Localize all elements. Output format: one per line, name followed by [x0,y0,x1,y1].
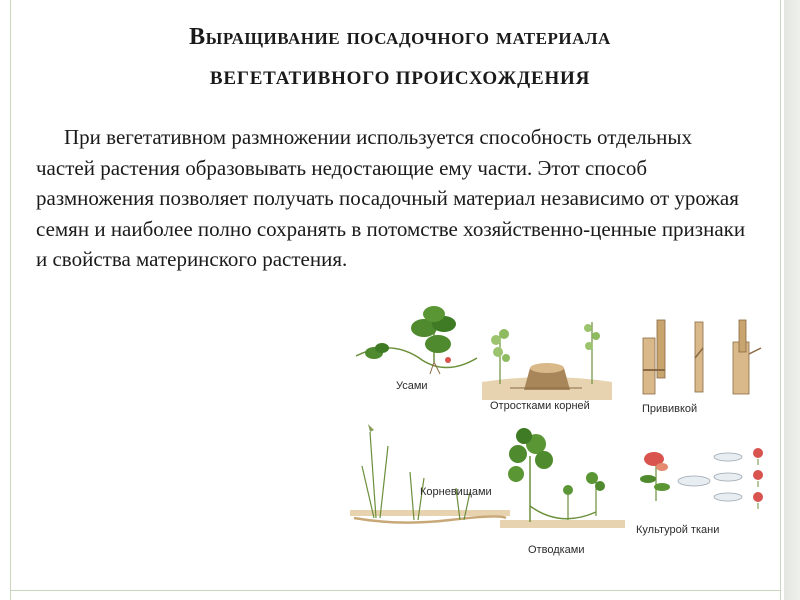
runners-plant-image [352,298,482,380]
slide-frame-bottom [10,590,780,591]
caption-root-suckers: Отростками корней [490,400,590,412]
propagation-methods-illustration [350,290,778,580]
slide-title [30,20,770,96]
caption-rhizomes: Корневищами [420,486,492,498]
caption-grafting: Прививкой [642,403,698,415]
caption-layering: Отводками [528,544,585,556]
slide-frame-right [780,0,781,600]
slide-frame-edge [784,0,800,600]
rhizomes-image [350,422,510,532]
root-suckers-image [482,312,612,400]
slide-frame-left [10,0,11,600]
caption-runners: Усами [396,380,428,392]
layering-image [500,416,625,536]
caption-tissue-culture: Культурой ткани [636,524,720,536]
body-paragraph: При вегетативном размножении используется способность отдельных частей растения образовывать недостающие ему части. Этот способ размножения позволяет получать посадочный материал независимо от урожая семян и наиболее полно сохранять в потомстве хозяйственно-ценные признаки и свойства материнского растения. [36,125,746,271]
grafting-image [635,318,775,398]
title-line-2: ВЕГЕТАТИВНОГО ПРОИСХОЖДЕНИЯ [209,68,591,89]
title-line-1: Выращивание посадочного материала [189,24,611,50]
tissue-culture-image [632,435,774,517]
